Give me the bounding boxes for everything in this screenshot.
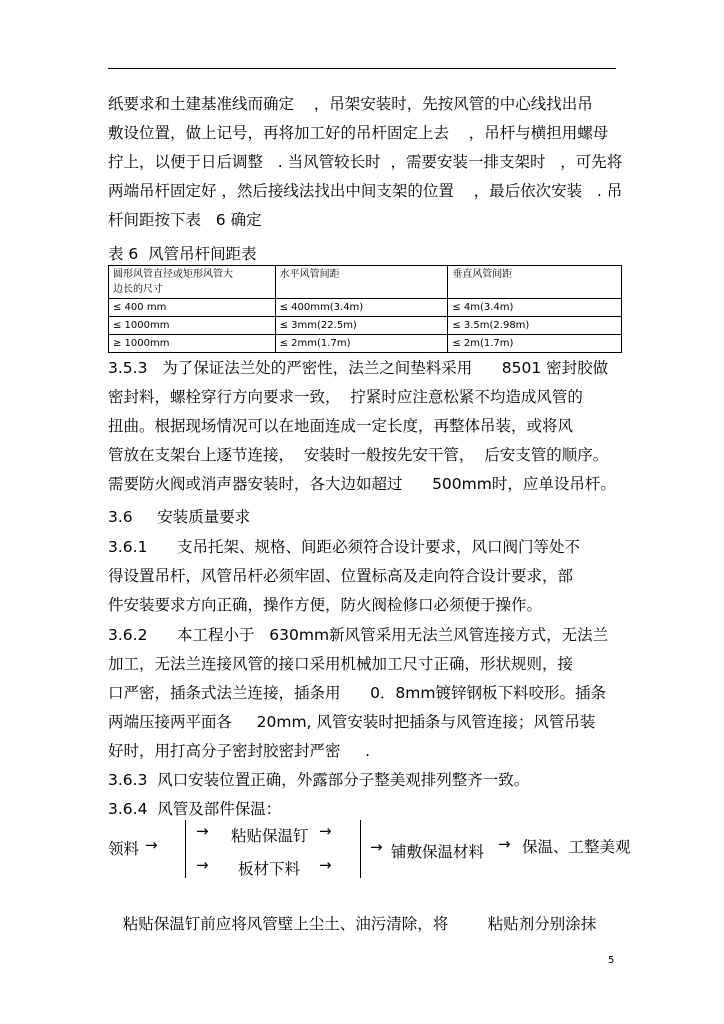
text-line: 两端吊杆固定好 ，然后接线法找出中间支架的位置 ，最后依次安装 . 吊 [108, 182, 623, 200]
text-line: 口严密，插条式法兰连接，插条用 0．8mm镀锌钢板下料咬形。插条 [108, 684, 606, 702]
text-line: 密封料，螺栓穿行方向要求一致， 拧紧时应注意松紧不均造成风管的 [108, 388, 583, 406]
text-line: 敷设位置，做上记号，再将加工好的吊杆固定上去 ，吊杆与横担用螺母 [108, 124, 609, 142]
text-line: 拧上，以便于日后调整 . 当风管较长时 ，需要安装一排支架时 ，可先将 [108, 153, 623, 171]
flow-step-cut-boards: 板材下料 [238, 860, 301, 878]
header-cell: 垂直风管间距 [448, 266, 622, 299]
text-line: 得设置吊杆，风管吊杆必须牢固、位置标高及走向符合设计要求，部 [108, 567, 574, 585]
section-3-6-3: 3.6.3 风口安装位置正确，外露部分子整美观排列整齐一致。 [108, 771, 530, 789]
section-3-6-4: 3.6.4 风管及部件保温： [108, 800, 282, 818]
arrow-icon: → [498, 835, 511, 853]
flow-bracket-right [360, 820, 361, 878]
arrow-icon: → [196, 856, 209, 874]
text-line: 杆间距按下表 6 确定 [108, 211, 262, 229]
text-line: 扭曲。根据现场情况可以在地面连成一定长度，再整体吊装，或将风 [108, 417, 574, 435]
text-line: 纸要求和土建基准线而确定 ，吊架安装时，先按风管的中心线找出吊 [108, 95, 593, 113]
table-cell: ≤ 2m(1.7m) [448, 335, 622, 353]
insulation-flowchart [108, 820, 648, 880]
flow-step-collect-materials: 领料 [108, 840, 140, 858]
text-line: 管放在支架台上逐节连接， 安装时一般按先安干管， 后安支管的顺序。 [108, 446, 609, 464]
text-line: 3.5.3 为了保证法兰处的严密性，法兰之间垫料采用 8501 密封胶做 [108, 359, 609, 377]
table-cell: ≤ 1000mm [109, 317, 276, 335]
text-line: 3.6.2 本工程小于 630mm新风管采用无法兰风管连接方式，无法兰 [108, 626, 609, 644]
section-3-6-heading: 3.6 安装质量要求 [108, 508, 251, 526]
arrow-icon: → [145, 836, 158, 854]
table-cell: ≤ 3.5m(2.98m) [448, 317, 622, 335]
hanger-spacing-table [108, 265, 622, 353]
flow-bracket-left [185, 820, 186, 878]
flow-step-attach-pins: 粘贴保温钉 [231, 827, 309, 845]
table-cell: ≥ 1000mm [109, 335, 276, 353]
text-line: 件安装要求方向正确，操作方便，防火阀检修口必须便于操作。 [108, 596, 543, 614]
table-header-row [109, 266, 622, 299]
arrow-icon: → [319, 856, 332, 874]
table-caption: 表 6 风管吊杆间距表 [108, 245, 257, 263]
arrow-icon: → [319, 822, 332, 840]
header-cell: 圆形风管直径或矩形风管大 边长的尺寸 [109, 266, 276, 299]
table-row [109, 335, 622, 353]
table-cell: ≤ 400mm(3.4m) [275, 299, 448, 317]
text-line: 两端压接两平面各 20mm, 风管安装时把插条与风管连接；风管吊装 [108, 713, 596, 731]
text-line: 需要防火阀或消声器安装时，各大边如超过 500mm时，应单设吊杆。 [108, 475, 616, 493]
table-cell: ≤ 400 mm [109, 299, 276, 317]
flow-step-result: 保温、工整美观 [522, 838, 631, 856]
table-row [109, 317, 622, 335]
flow-step-lay-insulation: 铺敷保温材料 [391, 843, 485, 861]
table-cell: ≤ 2mm(1.7m) [275, 335, 448, 353]
text-line: 好时，用打高分子密封胶密封严密 . [108, 742, 371, 760]
page-number: 5 [608, 955, 615, 966]
closing-line: 粘贴保温钉前应将风管壁上尘土、油污清除，将 粘贴剂分别涂抹 [108, 915, 597, 933]
header-cell: 水平风管间距 [275, 266, 448, 299]
table-cell: ≤ 3mm(22.5m) [275, 317, 448, 335]
arrow-icon: → [196, 822, 209, 840]
header-rule [108, 68, 616, 69]
table-cell: ≤ 4m(3.4m) [448, 299, 622, 317]
text-line: 3.6.1 支吊托架、规格、间距必须符合设计要求，风口阀门等处不 [108, 538, 581, 556]
table-row [109, 299, 622, 317]
text-line: 加工，无法兰连接风管的接口采用机械加工尺寸正确，形状规则，接 [108, 655, 574, 673]
arrow-icon: → [370, 838, 383, 856]
